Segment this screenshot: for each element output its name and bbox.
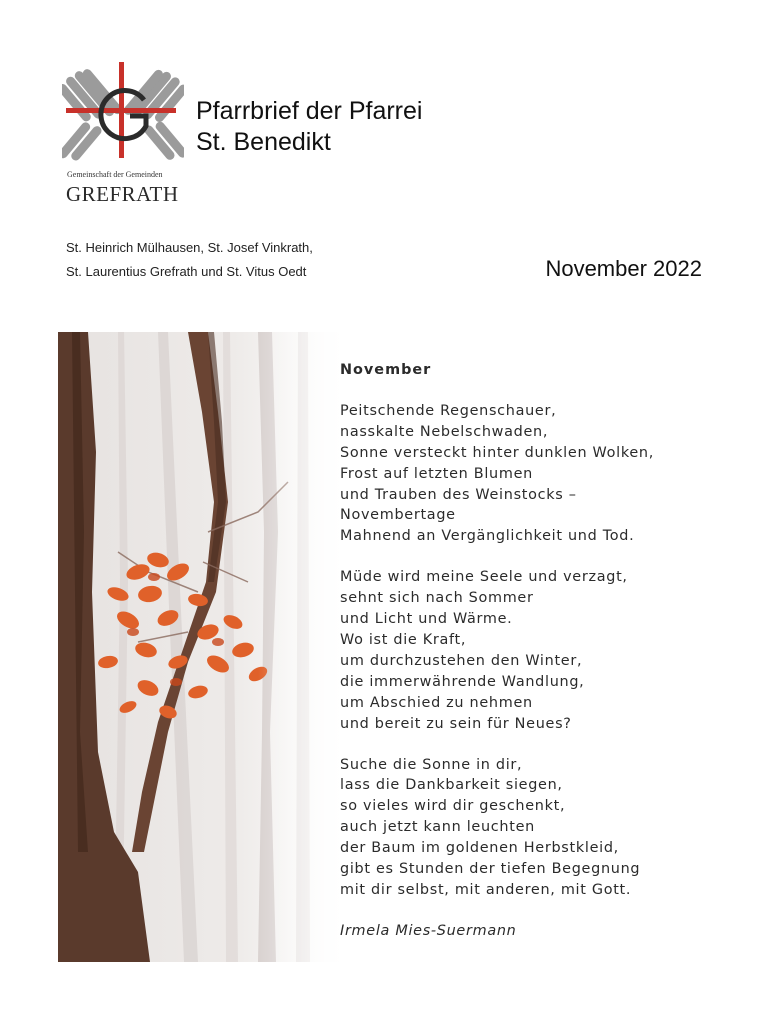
issue-date: November 2022 <box>545 256 702 281</box>
poem-stanza-2 <box>340 567 740 734</box>
poem-line: Frost auf letzten Blumen <box>340 465 533 482</box>
poem-title: November <box>340 362 432 378</box>
poem-line: der Baum im goldenen Herbstkleid, <box>340 840 619 857</box>
poem-line: und bereit zu sein für Neues? <box>340 715 572 732</box>
poem-line: Sonne versteckt hinter dunklen Wolken, <box>340 444 654 461</box>
poem-line: auch jetzt kann leuchten <box>340 819 535 836</box>
forest-tree-photo <box>58 332 352 962</box>
poem-stanza-1 <box>340 401 740 547</box>
logo-wordmark: GREFRATH <box>66 182 179 206</box>
title-line-2: St. Benedikt <box>196 128 331 156</box>
poem-line: um durchzustehen den Winter, <box>340 652 583 669</box>
poem-line: und Trauben des Weinstocks – <box>340 486 577 503</box>
poem-line: Müde wird meine Seele und verzagt, <box>340 569 628 586</box>
poem-line: nasskalte Nebelschwaden, <box>340 423 549 440</box>
poem-line: so vieles wird dir geschenkt, <box>340 798 566 815</box>
poem-line: die immerwährende Wandlung, <box>340 673 585 690</box>
poem-line: um Abschied zu nehmen <box>340 694 533 711</box>
page-title <box>196 96 422 158</box>
parishes-line-2: St. Laurentius Grefrath und St. Vitus Oedt <box>66 264 307 279</box>
poem-author: Irmela Mies-Suermann <box>340 922 517 939</box>
parish-list <box>66 236 313 284</box>
poem <box>340 360 740 942</box>
poem-line: mit dir selbst, mit anderen, mit Gott. <box>340 881 632 898</box>
poem-line: lass die Dankbarkeit siegen, <box>340 777 563 794</box>
parishes-line-1: St. Heinrich Mülhausen, St. Josef Vinkrath, <box>66 240 313 255</box>
poem-line: sehnt sich nach Sommer <box>340 590 534 607</box>
logo-caption: Gemeinschaft der Gemeinden <box>67 170 163 179</box>
poem-line: Peitschende Regenschauer, <box>340 402 557 419</box>
poem-stanza-3 <box>340 755 740 901</box>
poem-line: gibt es Stunden der tiefen Begegnung <box>340 861 641 878</box>
poem-line: Mahnend an Vergänglichkeit und Tod. <box>340 528 635 545</box>
poem-line: und Licht und Wärme. <box>340 611 513 628</box>
poem-line: Suche die Sonne in dir, <box>340 756 523 773</box>
poem-line: Wo ist die Kraft, <box>340 631 467 648</box>
poem-line: Novembertage <box>340 507 456 524</box>
title-line-1: Pfarrbrief der Pfarrei <box>196 97 423 125</box>
